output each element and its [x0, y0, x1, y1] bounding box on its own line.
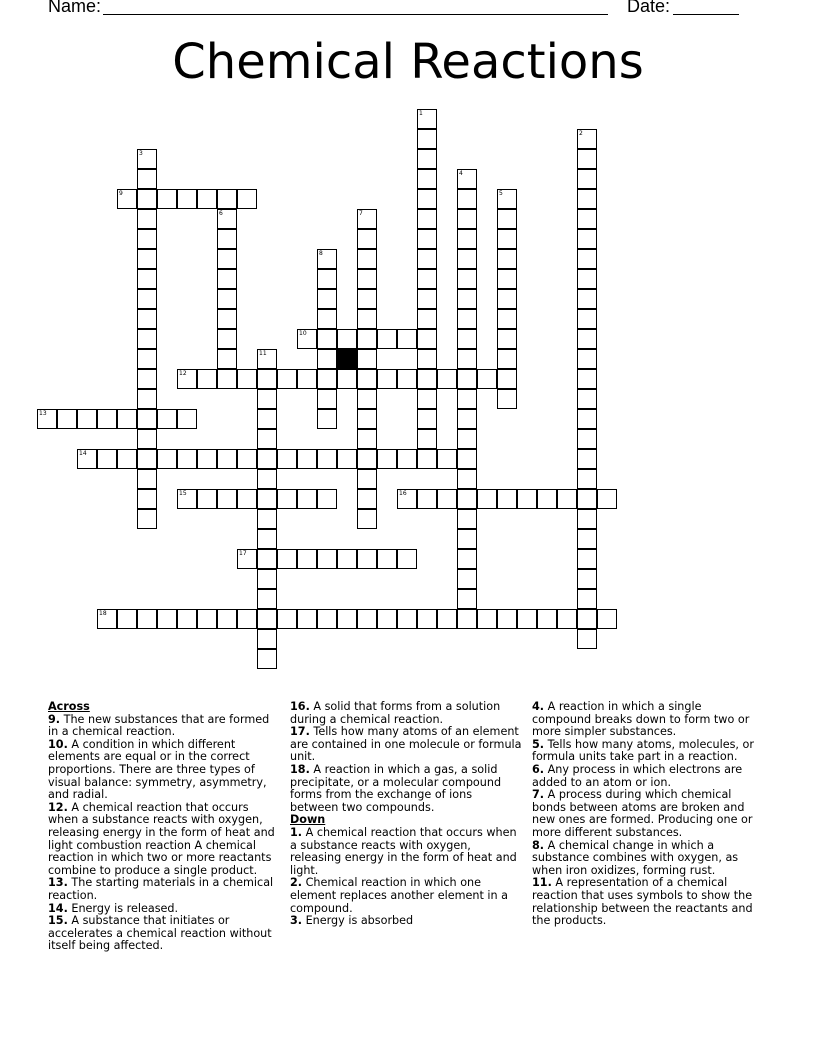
grid-cell[interactable]	[197, 449, 217, 469]
grid-cell[interactable]	[417, 449, 437, 469]
clue-across-9	[48, 714, 280, 739]
grid-cell[interactable]	[457, 489, 477, 509]
grid-cell[interactable]	[457, 289, 477, 309]
grid-cell[interactable]	[297, 549, 317, 569]
clue-across-10	[48, 739, 280, 802]
grid-cell[interactable]	[197, 609, 217, 629]
grid-cell[interactable]	[317, 349, 337, 369]
grid-cell[interactable]	[337, 549, 357, 569]
grid-cell[interactable]	[577, 289, 597, 309]
grid-cell[interactable]	[137, 609, 157, 629]
clue-down-6	[532, 764, 764, 789]
grid-cell[interactable]	[257, 569, 277, 589]
grid-cell[interactable]	[137, 349, 157, 369]
grid-cell[interactable]	[357, 229, 377, 249]
grid-cell[interactable]	[337, 449, 357, 469]
clue-number-label: 2	[579, 130, 583, 137]
clue-number: 8.	[532, 838, 545, 852]
grid-cell[interactable]	[217, 189, 237, 209]
grid-cell[interactable]	[377, 369, 397, 389]
grid-cell[interactable]	[257, 529, 277, 549]
grid-cell[interactable]	[157, 609, 177, 629]
clue-number: 1.	[290, 825, 303, 839]
grid-cell[interactable]	[137, 429, 157, 449]
grid-cell[interactable]	[357, 249, 377, 269]
grid-cell[interactable]	[337, 369, 357, 389]
clue-down-5	[532, 739, 764, 764]
clue-text: Energy is absorbed	[305, 914, 414, 928]
grid-cell[interactable]	[137, 189, 157, 209]
grid-cell[interactable]	[577, 209, 597, 229]
clue-number: 14.	[48, 901, 68, 915]
grid-cell[interactable]	[237, 189, 257, 209]
clue-number-label: 5	[499, 190, 503, 197]
grid-cell[interactable]	[337, 609, 357, 629]
grid-cell[interactable]	[577, 449, 597, 469]
clue-number-label: 7	[359, 210, 363, 217]
grid-cell[interactable]	[577, 229, 597, 249]
grid-cell[interactable]	[257, 489, 277, 509]
grid-cell[interactable]	[497, 329, 517, 349]
grid-cell[interactable]	[357, 389, 377, 409]
grid-cell[interactable]	[397, 549, 417, 569]
clue-number-label: 14	[79, 450, 87, 457]
name-label: Name:	[48, 0, 102, 16]
grid-cell[interactable]	[417, 169, 437, 189]
grid-cell[interactable]	[357, 509, 377, 529]
clue-text: Energy is released.	[71, 901, 179, 915]
clue-text: Tells how many atoms of an element are contained in one molecule or formula unit.	[290, 725, 522, 764]
grid-cell[interactable]	[417, 609, 437, 629]
grid-cell[interactable]	[317, 389, 337, 409]
grid-cell[interactable]	[357, 609, 377, 629]
grid-cell[interactable]	[457, 209, 477, 229]
grid-cell[interactable]	[297, 609, 317, 629]
clue-number: 6.	[532, 762, 545, 776]
grid-cell[interactable]	[257, 409, 277, 429]
clue-text: A chemical reaction that occurs when a substance reacts with oxygen, releasing energy in the form of heat and light.	[290, 825, 517, 877]
grid-cell[interactable]	[597, 609, 617, 629]
clue-number: 10.	[48, 737, 68, 751]
grid-cell[interactable]	[497, 369, 517, 389]
grid-cell[interactable]	[217, 449, 237, 469]
clue-number-label: 3	[139, 150, 143, 157]
clue-number: 5.	[532, 737, 545, 751]
clue-number-label: 1	[419, 110, 423, 117]
grid-cell[interactable]	[257, 629, 277, 649]
grid-cell[interactable]	[457, 509, 477, 529]
grid-cell[interactable]	[357, 309, 377, 329]
black-cell	[337, 349, 357, 369]
clue-number: 18.	[290, 762, 310, 776]
grid-cell[interactable]	[337, 329, 357, 349]
grid-cell[interactable]	[137, 489, 157, 509]
clue-across-17	[290, 726, 522, 764]
grid-cell[interactable]	[497, 229, 517, 249]
grid-cell[interactable]	[237, 609, 257, 629]
grid-cell[interactable]	[137, 389, 157, 409]
grid-cell[interactable]	[357, 349, 377, 369]
grid-cell[interactable]	[257, 449, 277, 469]
grid-cell[interactable]	[577, 429, 597, 449]
down-heading: Down	[290, 813, 326, 827]
across-heading: Across	[48, 700, 90, 713]
grid-cell[interactable]	[197, 489, 217, 509]
grid-cell[interactable]	[277, 609, 297, 629]
grid-cell[interactable]	[217, 269, 237, 289]
grid-cell[interactable]	[497, 249, 517, 269]
grid-cell[interactable]	[277, 369, 297, 389]
clue-number: 12.	[48, 800, 68, 814]
grid-cell[interactable]	[137, 229, 157, 249]
clue-number: 7.	[532, 788, 545, 802]
grid-cell[interactable]	[417, 489, 437, 509]
clue-number: 4.	[532, 700, 545, 713]
grid-cell[interactable]	[497, 489, 517, 509]
clue-text: Tells how many atoms, molecules, or formula units take part in a reaction.	[532, 737, 754, 764]
clue-text: The starting materials in a chemical reaction.	[48, 876, 274, 902]
clue-across-13	[48, 877, 280, 902]
grid-cell[interactable]	[257, 549, 277, 569]
clue-text: A chemical change in which a substance combines with oxygen, as when iron oxidizes, forming rust.	[532, 838, 739, 877]
clue-down-3	[290, 915, 522, 928]
grid-cell[interactable]	[417, 369, 437, 389]
grid-cell[interactable]	[217, 289, 237, 309]
grid-cell[interactable]	[577, 269, 597, 289]
grid-cell[interactable]	[277, 489, 297, 509]
grid-cell[interactable]	[257, 589, 277, 609]
grid-cell[interactable]	[297, 369, 317, 389]
grid-cell[interactable]	[517, 609, 537, 629]
clue-number-label: 6	[219, 210, 223, 217]
clue-across-18	[290, 764, 522, 814]
grid-cell[interactable]	[577, 349, 597, 369]
grid-cell[interactable]	[317, 309, 337, 329]
grid-cell[interactable]	[357, 289, 377, 309]
grid-cell[interactable]	[97, 449, 117, 469]
clue-down-2	[290, 877, 522, 915]
grid-cell[interactable]	[317, 409, 337, 429]
grid-cell[interactable]	[417, 329, 437, 349]
grid-cell[interactable]	[177, 189, 197, 209]
grid-cell[interactable]	[497, 289, 517, 309]
grid-cell[interactable]	[477, 369, 497, 389]
grid-cell[interactable]	[457, 329, 477, 349]
grid-cell[interactable]	[397, 369, 417, 389]
grid-cell[interactable]	[417, 229, 437, 249]
grid-cell[interactable]	[437, 489, 457, 509]
grid-cell[interactable]	[457, 589, 477, 609]
clue-text: A reaction in which a single compound breaks down to form two or more simpler substances.	[532, 700, 750, 739]
grid-cell[interactable]	[497, 609, 517, 629]
grid-cell[interactable]	[257, 609, 277, 629]
clue-number-label: 4	[459, 170, 463, 177]
grid-cell[interactable]	[137, 249, 157, 269]
grid-cell[interactable]	[257, 469, 277, 489]
grid-cell[interactable]	[117, 449, 137, 469]
clue-down-8	[532, 840, 764, 878]
grid-cell[interactable]	[357, 489, 377, 509]
grid-cell[interactable]	[137, 209, 157, 229]
clue-number: 16.	[290, 700, 310, 713]
grid-cell[interactable]	[497, 209, 517, 229]
grid-cell[interactable]	[217, 609, 237, 629]
clue-across-12	[48, 802, 280, 878]
grid-cell[interactable]	[377, 449, 397, 469]
clue-number-label: 10	[299, 330, 307, 337]
grid-cell[interactable]	[457, 269, 477, 289]
clues-column-1	[48, 701, 280, 953]
grid-cell[interactable]	[357, 329, 377, 349]
grid-cell[interactable]	[317, 609, 337, 629]
grid-cell[interactable]	[457, 229, 477, 249]
grid-cell[interactable]	[217, 369, 237, 389]
clue-text: A solid that forms from a solution during a chemical reaction.	[290, 700, 501, 726]
clue-number-label: 18	[99, 610, 107, 617]
grid-cell[interactable]	[437, 449, 457, 469]
grid-cell[interactable]	[177, 609, 197, 629]
grid-cell[interactable]	[137, 289, 157, 309]
grid-cell[interactable]	[117, 609, 137, 629]
grid-cell[interactable]	[577, 249, 597, 269]
grid-cell[interactable]	[497, 389, 517, 409]
clue-number: 11.	[532, 876, 552, 890]
grid-cell[interactable]	[137, 509, 157, 529]
clue-text: A process during which chemical bonds between atoms are broken and new ones are formed. Producing one or more different substances.	[532, 788, 753, 839]
grid-cell[interactable]	[497, 269, 517, 289]
clue-number-label: 11	[259, 350, 267, 357]
grid-cell[interactable]	[457, 529, 477, 549]
grid-cell[interactable]	[417, 389, 437, 409]
grid-cell[interactable]	[437, 609, 457, 629]
clue-number: 9.	[48, 712, 61, 726]
page-title: Chemical Reactions	[172, 34, 644, 90]
grid-cell[interactable]	[217, 329, 237, 349]
grid-cell[interactable]	[277, 449, 297, 469]
grid-cell[interactable]	[417, 249, 437, 269]
date-label: Date:	[627, 0, 671, 16]
grid-cell[interactable]	[577, 589, 597, 609]
grid-cell[interactable]	[457, 469, 477, 489]
clue-number: 15.	[48, 914, 68, 928]
grid-cell[interactable]	[217, 489, 237, 509]
clue-text: The new substances that are formed in a chemical reaction.	[48, 712, 270, 739]
grid-cell[interactable]	[477, 489, 497, 509]
grid-cell[interactable]	[397, 449, 417, 469]
grid-cell[interactable]	[137, 309, 157, 329]
clue-across-15	[48, 915, 280, 953]
clue-number: 2.	[290, 876, 303, 890]
grid-cell[interactable]	[417, 209, 437, 229]
grid-cell[interactable]	[317, 449, 337, 469]
grid-cell[interactable]	[457, 389, 477, 409]
grid-cell[interactable]	[357, 549, 377, 569]
grid-cell[interactable]	[497, 309, 517, 329]
grid-cell[interactable]	[457, 449, 477, 469]
grid-cell[interactable]	[317, 549, 337, 569]
grid-cell[interactable]	[137, 269, 157, 289]
grid-cell[interactable]	[377, 609, 397, 629]
grid-cell[interactable]	[457, 549, 477, 569]
clue-number: 3.	[290, 914, 303, 928]
grid-cell[interactable]	[237, 369, 257, 389]
grid-cell[interactable]	[577, 149, 597, 169]
clue-number: 13.	[48, 876, 68, 890]
grid-cell[interactable]	[357, 269, 377, 289]
clue-across-16	[290, 701, 522, 726]
grid-cell[interactable]	[457, 429, 477, 449]
grid-cell[interactable]	[317, 269, 337, 289]
grid-cell[interactable]	[357, 409, 377, 429]
grid-cell[interactable]	[577, 549, 597, 569]
grid-cell[interactable]	[457, 369, 477, 389]
grid-cell[interactable]	[317, 289, 337, 309]
grid-cell[interactable]	[417, 129, 437, 149]
grid-cell[interactable]	[577, 629, 597, 649]
grid-cell[interactable]	[417, 429, 437, 449]
grid-cell[interactable]	[317, 369, 337, 389]
grid-cell[interactable]	[217, 249, 237, 269]
grid-cell[interactable]	[177, 409, 197, 429]
clue-number-label: 15	[179, 490, 187, 497]
grid-cell[interactable]	[517, 489, 537, 509]
clue-down-7	[532, 789, 764, 839]
grid-cell[interactable]	[77, 409, 97, 429]
grid-cell[interactable]	[417, 309, 437, 329]
grid-cell[interactable]	[137, 369, 157, 389]
grid-cell[interactable]	[197, 189, 217, 209]
grid-cell[interactable]	[417, 189, 437, 209]
grid-cell[interactable]	[237, 489, 257, 509]
clue-number-label: 13	[39, 410, 47, 417]
grid-cell[interactable]	[317, 329, 337, 349]
grid-cell[interactable]	[577, 309, 597, 329]
clue-number: 17.	[290, 725, 310, 739]
grid-cell[interactable]	[457, 189, 477, 209]
grid-cell[interactable]	[417, 149, 437, 169]
grid-cell[interactable]	[597, 489, 617, 509]
grid-cell[interactable]	[257, 649, 277, 669]
clue-text: A condition in which different elements are equal or in the correct proportions. There are three types of visual balance: symmetry, asymmetry, and radial.	[48, 737, 267, 802]
grid-cell[interactable]	[117, 409, 137, 429]
grid-cell[interactable]	[457, 409, 477, 429]
grid-cell[interactable]	[217, 229, 237, 249]
clue-text: Any process in which electrons are added to an atom or ion.	[532, 762, 743, 789]
grid-cell[interactable]	[437, 369, 457, 389]
clue-number-label: 17	[239, 550, 247, 557]
grid-cell[interactable]	[137, 169, 157, 189]
grid-cell[interactable]	[97, 409, 117, 429]
grid-cell[interactable]	[137, 449, 157, 469]
grid-cell[interactable]	[277, 549, 297, 569]
clue-down-11	[532, 877, 764, 927]
grid-cell[interactable]	[317, 489, 337, 509]
grid-cell[interactable]	[357, 429, 377, 449]
grid-cell[interactable]	[417, 349, 437, 369]
clue-number-label: 16	[399, 490, 407, 497]
clues-column-3	[532, 701, 764, 928]
grid-cell[interactable]	[577, 369, 597, 389]
grid-cell[interactable]	[577, 169, 597, 189]
clue-text: Chemical reaction in which one element replaces another element in a compound.	[290, 876, 509, 915]
grid-cell[interactable]	[457, 569, 477, 589]
grid-cell[interactable]	[157, 189, 177, 209]
grid-cell[interactable]	[297, 489, 317, 509]
grid-cell[interactable]	[157, 449, 177, 469]
grid-cell[interactable]	[177, 449, 197, 469]
grid-cell[interactable]	[137, 329, 157, 349]
grid-cell[interactable]	[457, 309, 477, 329]
grid-cell[interactable]	[357, 369, 377, 389]
grid-cell[interactable]	[357, 449, 377, 469]
grid-cell[interactable]	[577, 569, 597, 589]
grid-cell[interactable]	[577, 469, 597, 489]
clue-number-label: 9	[119, 190, 123, 197]
grid-cell[interactable]	[537, 489, 557, 509]
grid-cell[interactable]	[457, 349, 477, 369]
grid-cell[interactable]	[357, 469, 377, 489]
grid-cell[interactable]	[237, 449, 257, 469]
grid-cell[interactable]	[577, 329, 597, 349]
grid-cell[interactable]	[297, 449, 317, 469]
grid-cell[interactable]	[577, 609, 597, 629]
clue-text: A representation of a chemical reaction that uses symbols to show the relationship between the reactants and the products.	[532, 876, 753, 928]
clue-text: A chemical reaction that occurs when a substance reacts with oxygen, releasing energy in the form of heat and light combustion reaction A chemical reaction in which two or more reactants combine to produce a single product.	[48, 800, 275, 877]
clue-down-4	[532, 701, 764, 739]
grid-cell[interactable]	[217, 309, 237, 329]
grid-cell[interactable]	[417, 409, 437, 429]
clue-number-label: 8	[319, 250, 323, 257]
clues-column-2	[290, 701, 522, 928]
grid-cell[interactable]	[157, 409, 177, 429]
grid-cell[interactable]	[577, 409, 597, 429]
grid-cell[interactable]	[397, 329, 417, 349]
grid-cell[interactable]	[577, 389, 597, 409]
grid-cell[interactable]	[577, 529, 597, 549]
grid-cell[interactable]	[497, 349, 517, 369]
clue-number-label: 12	[179, 370, 187, 377]
clue-down-1	[290, 827, 522, 877]
grid-cell[interactable]	[257, 369, 277, 389]
grid-cell[interactable]	[577, 489, 597, 509]
grid-cell[interactable]	[537, 609, 557, 629]
grid-cell[interactable]	[137, 409, 157, 429]
grid-cell[interactable]	[377, 329, 397, 349]
grid-cell[interactable]	[197, 369, 217, 389]
grid-cell[interactable]	[257, 389, 277, 409]
grid-cell[interactable]	[137, 469, 157, 489]
grid-cell[interactable]	[257, 429, 277, 449]
grid-cell[interactable]	[457, 249, 477, 269]
grid-cell[interactable]	[257, 509, 277, 529]
grid-cell[interactable]	[417, 269, 437, 289]
grid-cell[interactable]	[557, 489, 577, 509]
grid-cell[interactable]	[557, 609, 577, 629]
grid-cell[interactable]	[457, 609, 477, 629]
grid-cell[interactable]	[417, 289, 437, 309]
grid-cell[interactable]	[377, 549, 397, 569]
grid-cell[interactable]	[57, 409, 77, 429]
grid-cell[interactable]	[577, 509, 597, 529]
grid-cell[interactable]	[397, 609, 417, 629]
clue-text: A reaction in which a gas, a solid precipitate, or a molecular compound forms from the exchange of ions between two compounds.	[290, 762, 502, 814]
grid-cell[interactable]	[477, 609, 497, 629]
grid-cell[interactable]	[217, 349, 237, 369]
grid-cell[interactable]	[577, 189, 597, 209]
clue-text: A substance that initiates or accelerates a chemical reaction without itself being affected.	[48, 914, 272, 953]
